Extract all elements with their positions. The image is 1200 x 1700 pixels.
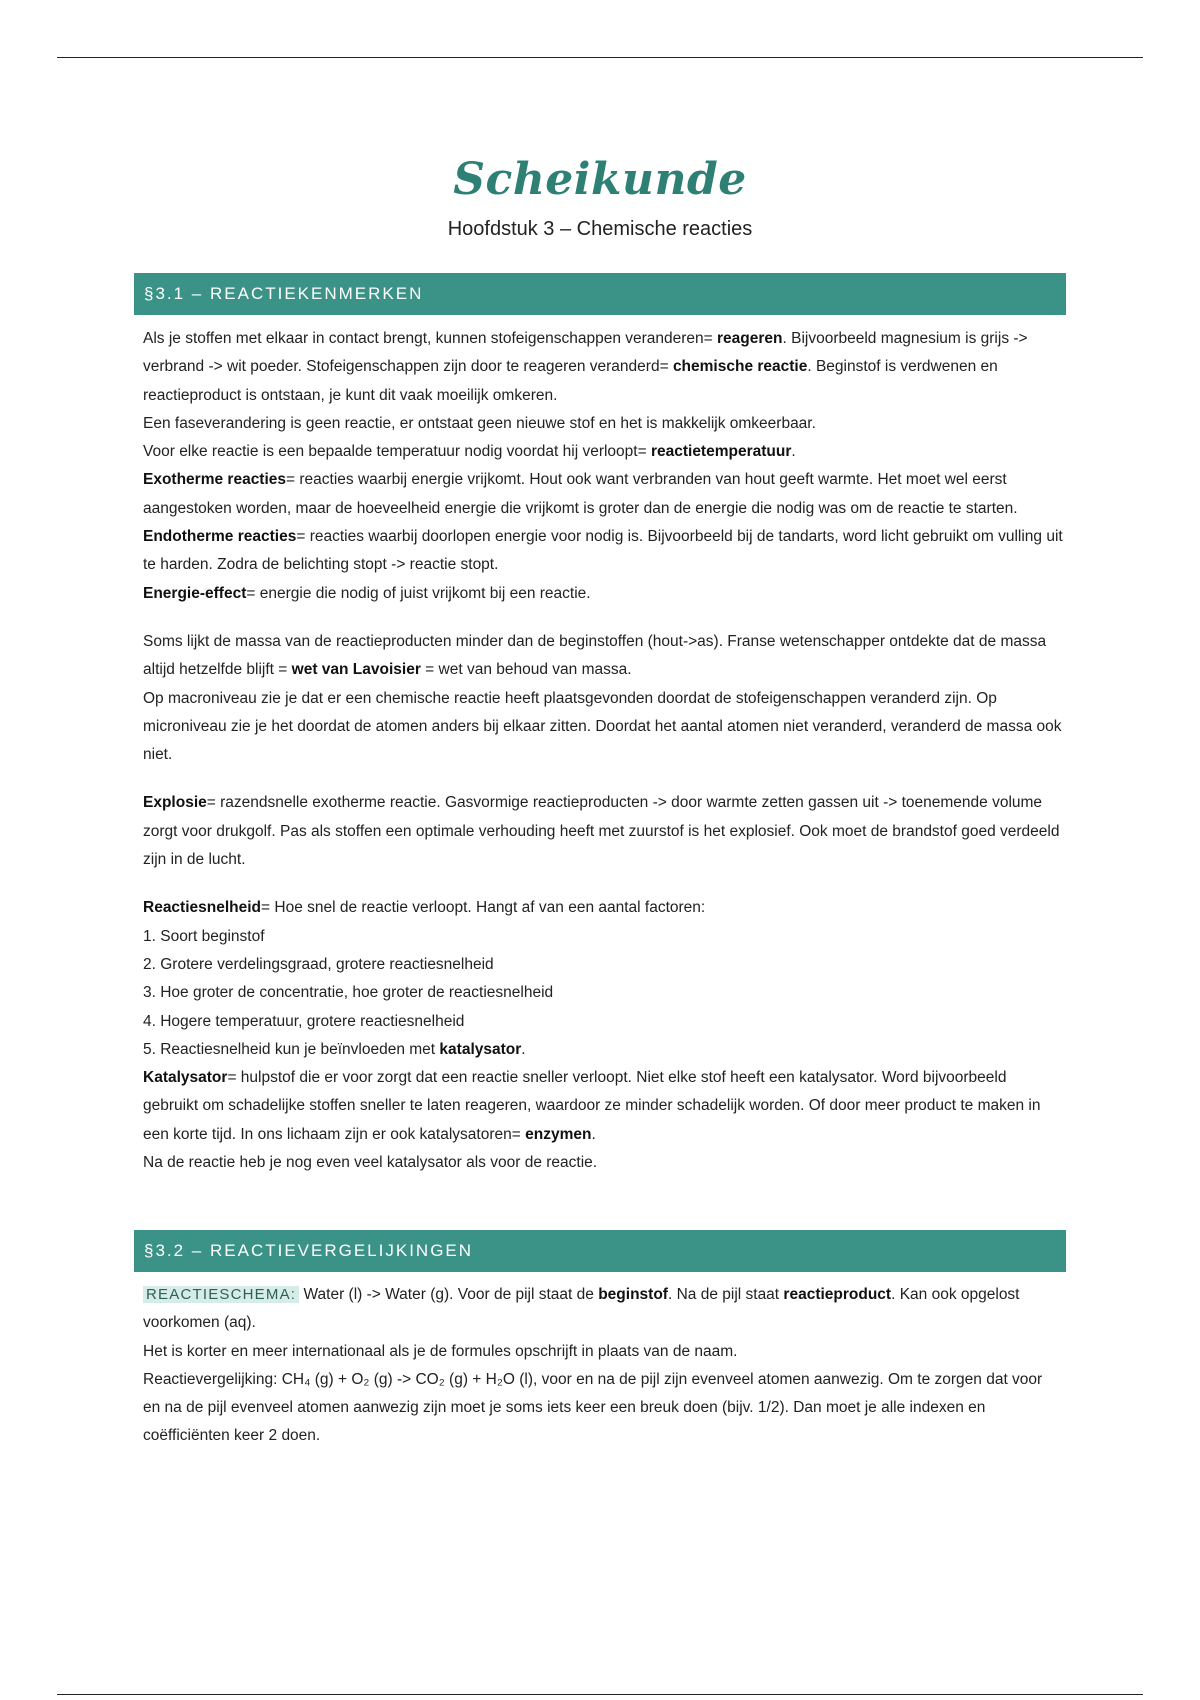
text-span: . — [521, 1040, 526, 1058]
text-span: 5. Reactiesnelheid kun je beïnvloeden met — [143, 1040, 440, 1058]
text-span: . Beginstof is verdwenen en reactieproduct is ontstaan, je kunt dit vaak moeilijk omkeren. — [143, 358, 998, 404]
list-item: 2. Grotere verdelingsgraad, grotere reactiesnelheid — [143, 955, 494, 973]
text-span: = Hoe snel de reactie verloopt. Hangt af van een aantal factoren: — [261, 899, 706, 917]
section-heading-3-2: §3.2 – REACTIEVERGELIJKINGEN — [134, 1230, 1066, 1272]
paragraph-reactietemperatuur — [143, 438, 1063, 466]
term-reageren: reageren — [717, 330, 783, 347]
text-span: = reacties waarbij energie vrijkomt. Hout ook want verbranden van hout geeft warmte. Het moet wel eerst aangestoken worden, maar de hoeveelheid energie die vrijkomt is groter dan de energie die nodig was om de reactie te starten. — [143, 471, 1018, 517]
term-chemische-reactie: chemische reactie — [672, 358, 808, 376]
paragraph-reactieschema — [143, 1281, 1063, 1338]
term-reactieproduct: reactieproduct — [783, 1286, 892, 1303]
list-item: 4. Hogere temperatuur, grotere reactiesnelheid — [143, 1012, 465, 1030]
term-exotherme-reacties: Exotherme reacties — [143, 471, 287, 489]
section-heading-3-1: §3.1 – REACTIEKENMERKEN — [134, 273, 1066, 315]
paragraph-na-de-reactie: Na de reactie heb je nog even veel katalysator als voor de reactie. — [143, 1154, 598, 1172]
text-span: . Kan ook opgelost voorkomen (aq). — [143, 1286, 1020, 1332]
top-rule — [57, 57, 1143, 58]
paragraph-faseverandering: Een faseverandering is geen reactie, er ontstaat geen nieuwe stof en het is makkelijk omkeerbaar. — [143, 414, 816, 432]
term-katalysator: katalysator — [439, 1040, 522, 1058]
term-katalysator-definition: Katalysator — [143, 1069, 228, 1087]
paragraph-lavoisier — [143, 628, 1063, 685]
term-explosie: Explosie — [143, 794, 207, 812]
paragraph-reactievergelijking: Reactievergelijking: CH₄ (g) + O₂ (g) -> CO₂ (g) + H₂O (l), voor en na de pijl zijn evenveel atomen aanwezig. Om te zorgen dat voor en na de pijl evenveel atomen aanwezig zijn moet je soms iets keer een breuk doen (bijv. 1/2). Dan moet je alle indexen en coëfficiënten keer 2 doen. — [143, 1370, 1043, 1445]
text-span: = wet van behoud van massa. — [420, 661, 632, 679]
term-energie-effect: Energie-effect — [143, 584, 247, 602]
section-body-3-2 — [143, 1281, 1063, 1451]
term-beginstof: beginstof — [598, 1286, 668, 1303]
text-span: . Na de pijl staat — [667, 1286, 784, 1303]
paragraph-katalysator — [143, 1064, 1063, 1149]
text-span: . — [591, 1125, 596, 1143]
list-item: 3. Hoe groter de concentratie, hoe groter de reactiesnelheid — [143, 984, 554, 1002]
document-subtitle: Hoofdstuk 3 – Chemische reacties — [447, 218, 753, 240]
text-span: = reacties waarbij doorlopen energie voor nodig is. Bijvoorbeeld bij de tandarts, word licht gebruikt om vulling uit te harden. Zodra de belichting stopt -> reactie stopt. — [143, 528, 1063, 574]
section-body-3-1 — [143, 325, 1063, 1177]
term-reactietemperatuur: reactietemperatuur — [650, 443, 792, 461]
bottom-rule — [57, 1694, 1143, 1695]
text-span: Als je stoffen met elkaar in contact brengt, kunnen stofeigenschappen veranderen= — [143, 330, 718, 347]
paragraph-explosie — [143, 789, 1063, 874]
text-span: Water (l) -> Water (g). Voor de pijl staat de — [299, 1286, 599, 1303]
text-span: Soms lijkt de massa van de reactieproducten minder dan de beginstoffen (hout->as). Franse wetenschapper ontdekte dat de massa altijd hetzelfde blijft = — [143, 632, 1047, 679]
text-span: . — [791, 443, 796, 461]
paragraph-energie-effect — [143, 580, 1063, 608]
list-item — [143, 1036, 1063, 1064]
paragraph-formules: Het is korter en meer internationaal als je de formules opschrijft in plaats van de naam. — [143, 1342, 738, 1360]
paragraph-reageren — [143, 325, 1063, 410]
paragraph-exotherm — [143, 466, 1063, 523]
text-span: = hulpstof die er voor zorgt dat een reactie sneller verloopt. Niet elke stof heeft een katalysator. Word bijvoorbeeld gebruikt om schadelijke stoffen sneller te laten reageren, waardoor ze minder schadelijk worden. Of door meer product te maken in een korte tijd. In ons lichaam zijn er ook katalysatoren= — [143, 1069, 1041, 1143]
paragraph-reactiesnelheid — [143, 894, 1063, 922]
term-endotherme-reacties: Endotherme reacties — [143, 528, 297, 546]
term-enzymen: enzymen — [525, 1125, 592, 1143]
text-span: = razendsnelle exotherme reactie. Gasvormige reactieproducten -> door warmte zetten gassen uit -> toenemende volume zorgt voor drukgolf. Pas als stoffen een optimale verhouding heeft met zuurstof is het explosief. Ook moet de brandstof goed verdeeld zijn in de lucht. — [143, 794, 1060, 869]
paragraph-endotherm — [143, 523, 1063, 580]
text-span: Voor elke reactie is een bepaalde temperatuur nodig voordat hij verloopt= — [143, 443, 651, 461]
highlight-label-reactieschema: REACTIESCHEMA: — [143, 1286, 299, 1303]
text-span: . Bijvoorbeeld magnesium is grijs -> verbrand -> wit poeder. Stofeigenschappen zijn door te reageren veranderd= — [143, 330, 1028, 376]
paragraph-macroniveau: Op macroniveau zie je dat er een chemische reactie heeft plaatsgevonden doordat de stofeigenschappen veranderd zijn. Op microniveau zie je het doordat de atomen anders bij elkaar zitten. Doordat het aantal atomen niet veranderd, veranderd de massa ook niet. — [143, 689, 1062, 764]
document-header — [0, 150, 1200, 244]
term-wet-van-lavoisier: wet van Lavoisier — [291, 661, 421, 679]
term-reactiesnelheid: Reactiesnelheid — [143, 899, 262, 917]
text-span: = energie die nodig of juist vrijkomt bij een reactie. — [246, 584, 591, 602]
document-title: Scheikunde — [453, 154, 747, 205]
list-item: 1. Soort beginstof — [143, 927, 265, 945]
